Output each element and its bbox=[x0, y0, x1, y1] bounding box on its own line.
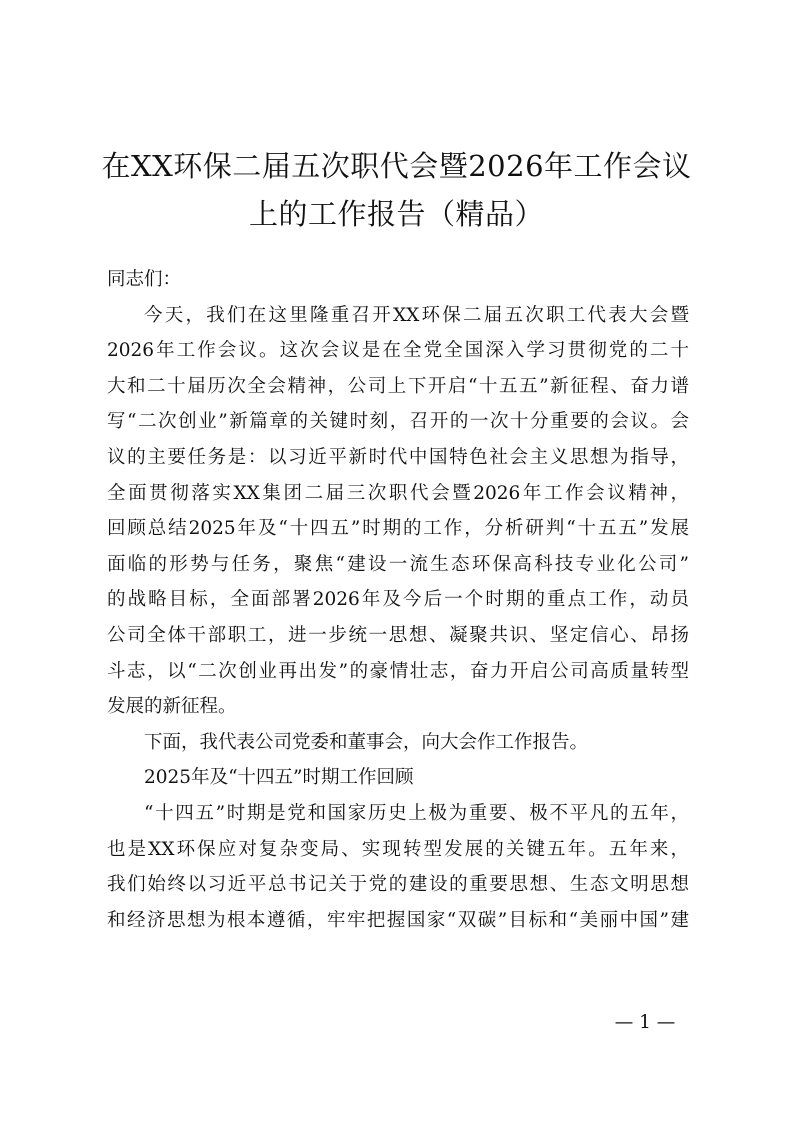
section-heading: 2025年及“十四五”时期工作回顾 bbox=[144, 767, 414, 789]
paragraph-line: 的战略目标，全面部署2026年及今后一个时期的重点工作，动员 bbox=[107, 589, 689, 611]
paragraph-line: 写“二次创业”新篇章的关键时刻，召开的一次十分重要的会议。会 bbox=[107, 411, 689, 433]
page-number: — 1 — bbox=[614, 1012, 676, 1033]
paragraph-line: 面临的形势与任务，聚焦“建设一流生态环保高科技专业化公司” bbox=[107, 553, 689, 575]
paragraph-line: 今天，我们在这里隆重召开XX环保二届五次职工代表大会暨 bbox=[144, 304, 689, 326]
paragraph-line: “十四五”时期是党和国家历史上极为重要、极不平凡的五年， bbox=[144, 802, 689, 824]
paragraph-line: 公司全体干部职工，进一步统一思想、凝聚共识、坚定信心、昂扬 bbox=[107, 624, 689, 646]
paragraph-line: 发展的新征程。 bbox=[107, 696, 237, 718]
paragraph-line: 大和二十届历次全会精神，公司上下开启“十五五”新征程、奋力谱 bbox=[107, 375, 689, 397]
salutation: 同志们： bbox=[107, 269, 182, 290]
title-line: 在XX环保二届五次职代会暨2026年工作会议 bbox=[101, 149, 692, 183]
paragraph-line: 和经济思想为根本遵循，牢牢把握国家“双碳”目标和“美丽中国”建 bbox=[107, 909, 689, 931]
paragraph-line: 2026年工作会议。这次会议是在全党全国深入学习贯彻党的二十 bbox=[107, 340, 689, 362]
document-title bbox=[100, 142, 693, 238]
paragraph-line: 全面贯彻落实XX集团二届三次职代会暨2026年工作会议精神， bbox=[107, 482, 689, 504]
document-body bbox=[107, 262, 689, 938]
paragraph-line: 下面，我代表公司党委和董事会，向大会作工作报告。 bbox=[144, 731, 589, 753]
paragraph-line: 也是XX环保应对复杂变局、实现转型发展的关键五年。五年来， bbox=[107, 838, 689, 860]
paragraph-line: 议的主要任务是：以习近平新时代中国特色社会主义思想为指导， bbox=[107, 446, 689, 468]
title-line: 上的工作报告（精品） bbox=[248, 197, 544, 231]
paragraph-line: 我们始终以习近平总书记关于党的建设的重要思想、生态文明思想 bbox=[107, 874, 689, 896]
paragraph-line: 斗志，以“二次创业再出发”的豪情壮志，奋力开启公司高质量转型 bbox=[107, 660, 689, 682]
paragraph-line: 回顾总结2025年及“十四五”时期的工作，分析研判“十五五”发展 bbox=[107, 518, 689, 540]
